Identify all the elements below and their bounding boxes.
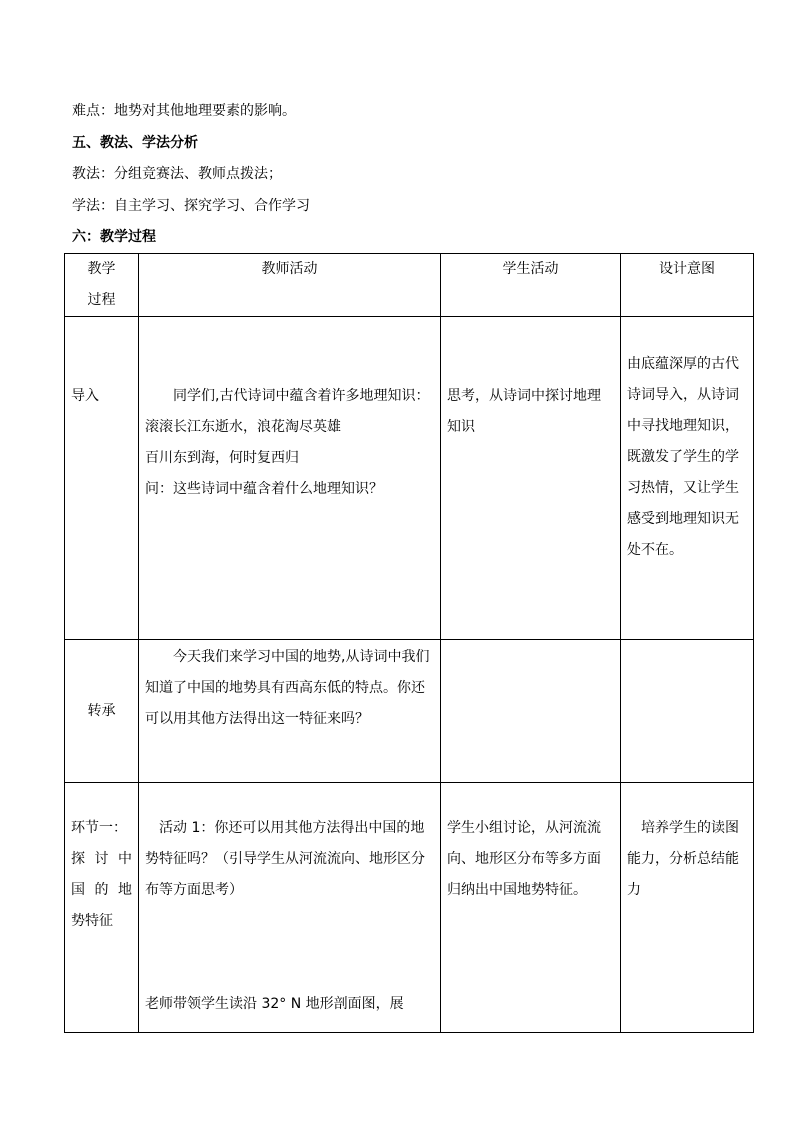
student-activity-text: 学生小组讨论，从河流流向、地形区分布等多方面归纳出中国地势特征。 [447,820,601,898]
stage-label: 转承 [87,702,116,719]
teaching-method-text: 教法：分组竞赛法、教师点拨法； [72,166,282,182]
table-header-row [65,254,754,317]
question-line: 问：这些诗词中蕴含着什么地理知识？ [145,481,383,497]
design-intent-text: 培养学生的读图能力，分析总结能力 [627,820,739,898]
header-design-intent: 设计意图 [621,254,754,317]
teacher-activity-cell [139,783,441,1033]
table-row [65,640,754,783]
header-stage-line2: 过程 [87,292,116,308]
teacher-activity-cell [139,317,441,640]
section5-heading: 五、教法、学法分析 [72,135,198,151]
teacher-activity-paragraph: 同学们,古代诗词中蕴含着许多地理知识： [173,388,430,404]
difficulty-text: 难点：地势对其他地理要素的影响。 [72,103,296,119]
design-intent-cell [621,783,754,1033]
poem-line: 滚滚长江东逝水，浪花淘尽英雄 [145,419,341,435]
section6-heading: 六：教学过程 [72,229,156,245]
stage-label-line: 探讨中 [71,851,132,867]
student-activity-cell [441,317,621,640]
poem-line: 百川东到海，何时复西归 [145,450,299,466]
design-intent-cell [621,317,754,640]
table-row [65,783,754,1033]
teacher-activity-cell [139,640,441,783]
design-intent-text: 由底蕴深厚的古代诗词导入，从诗词中寻找地理知识，既激发了学生的学习热情，又让学生感受到地理知识无处不在。 [627,356,739,558]
stage-label-line: 环节一： [71,820,127,836]
header-student-activity: 学生活动 [441,254,621,317]
stage-cell [65,783,139,1033]
teacher-activity-paragraph: 活动 1：你还可以用其他方法得出中国的地势特征吗？（引导学生从河流流向、地形区分布等方面思考） [145,820,425,898]
stage-label: 导入 [71,388,99,404]
student-activity-text: 思考，从诗词中探讨地理知识 [447,388,601,435]
stage-label-line: 国的地 [71,882,132,898]
header-stage [65,254,139,317]
student-activity-cell [441,783,621,1033]
stage-cell [65,317,139,640]
student-activity-cell [441,640,621,783]
header-teacher-activity: 教师活动 [139,254,441,317]
teacher-activity-paragraph: 今天我们来学习中国的地势,从诗词中我们知道了中国的地势具有西高东低的特点。你还可以用其他方法得出这一特征来吗？ [145,649,430,727]
teaching-process-table [64,253,754,1033]
learning-method-text: 学法：自主学习、探究学习、合作学习 [72,198,310,214]
header-stage-line1: 教学 [87,261,116,277]
teacher-activity-continued: 老师带领学生读沿 32° N 地形剖面图，展 [145,996,404,1012]
table-row [65,317,754,640]
design-intent-cell [621,640,754,783]
stage-cell [65,640,139,783]
stage-label-line: 势特征 [71,913,113,929]
